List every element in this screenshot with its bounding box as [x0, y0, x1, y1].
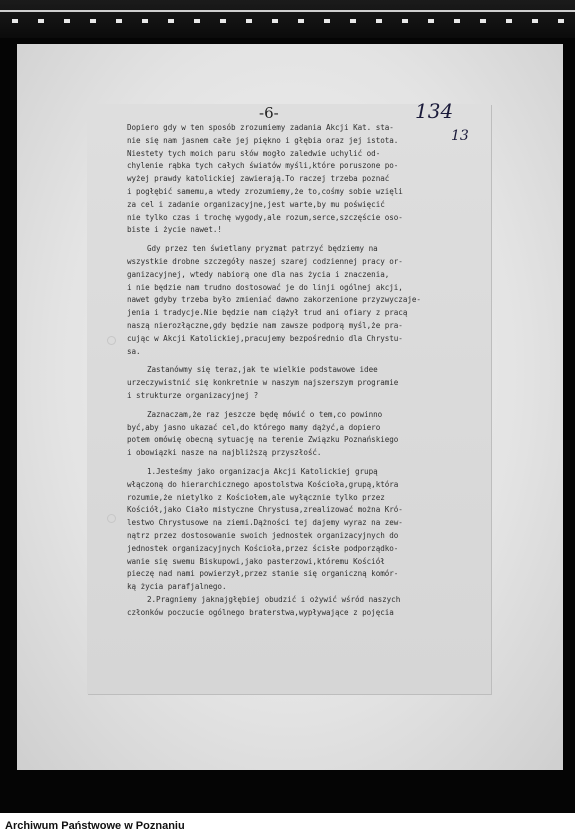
- document-body: [127, 122, 467, 619]
- sprocket-hole: [38, 19, 44, 23]
- text-line: 2.Pragniemy jaknajgłębiej obudzić i ożywić wśród naszych: [147, 594, 401, 604]
- text-line: chylenie rąbka tych całych światów myśli,które poruszone po-: [127, 161, 399, 171]
- archive-number: 134: [415, 99, 454, 123]
- text-line: nątrz przez dostosowanie swoich jednostek organizacyjnych do: [127, 530, 399, 540]
- text-line: ganizacyjnej, wtedy nabiorą one dla nas życia i znaczenia,: [127, 269, 390, 279]
- text-line: i nie będzie nam trudno dostosować je do linji ogólnej akcji,: [127, 282, 403, 292]
- text-line: urzeczywistnić się konkretnie w naszym najszerszym programie: [127, 378, 399, 388]
- text-line: wszystkie drobne szczegóły naszej szarej codziennej pracy or-: [127, 256, 403, 266]
- text-line: wanie się swemu Biskupowi,jako pasterzowi,któremu Kościół: [127, 556, 385, 566]
- text-line: cując w Akcji Katolickiej,pracujemy bezpośrednio dla Chrystu-: [127, 333, 403, 343]
- page-number: -6-: [259, 104, 279, 122]
- text-line: ką życia parafjalnego.: [127, 582, 227, 592]
- text-line: jenia i tradycje.Nie będzie nam ciążył trud ani ofiary z pracą: [127, 308, 408, 318]
- text-line: Kościół,jako Ciało mistyczne Chrystusa,zrealizować można Kró-: [127, 505, 403, 515]
- punch-hole: [107, 514, 116, 523]
- text-line: włączoną do hierarchicznego apostolstwa Kościoła,grupą,która: [127, 479, 399, 489]
- text-line: Zastanówmy się teraz,jak te wielkie podstawowe idee: [147, 365, 378, 375]
- sprocket-hole: [220, 19, 226, 23]
- text-line: Zaznaczam,że raz jeszcze będę mówić o tem,co powinno: [147, 409, 383, 419]
- text-line: członków poczucie ogólnego braterstwa,wypływające z pojęcia: [127, 607, 394, 617]
- text-line: Niestety tych moich paru słów mogło zaledwie uchylić od-: [127, 148, 381, 158]
- text-line: sa.: [127, 346, 141, 356]
- sprocket-hole: [246, 19, 252, 23]
- sprocket-hole: [402, 19, 408, 23]
- sprocket-hole: [298, 19, 304, 23]
- text-line: i obowiązki nasze na najbliższą przyszłość.: [127, 448, 322, 458]
- sprocket-hole: [480, 19, 486, 23]
- punch-hole: [107, 336, 116, 345]
- text-line: i pogłębić samemu,a wtedy zrozumiemy,że to,cośmy sobie wzięli: [127, 186, 403, 196]
- sprocket-hole: [350, 19, 356, 23]
- film-strip-edge: [0, 10, 575, 12]
- film-strip-top: [0, 0, 575, 38]
- text-line: nie tylko czas i trochę wygody,ale rozum,serce,szczęście oso-: [127, 212, 403, 222]
- text-line: jednostek organizacyjnych Kościoła,przez ścisłe podporządko-: [127, 543, 399, 553]
- text-line: za cel i zadanie organizacyjne,jest warte,by mu poświęcić: [127, 199, 385, 209]
- sprocket-hole: [168, 19, 174, 23]
- document-page: [87, 99, 491, 694]
- archive-mark: 13: [451, 128, 469, 144]
- sprocket-hole: [116, 19, 122, 23]
- sprocket-hole: [324, 19, 330, 23]
- text-line: Gdy przez ten świetlany pryzmat patrzyć będziemy na: [147, 244, 378, 254]
- text-line: 1.Jesteśmy jako organizacja Akcji Katolickiej grupą: [147, 466, 378, 476]
- sprocket-hole: [90, 19, 96, 23]
- text-line: pieczę nad nami powierzył,przez stanie się organiczną komór-: [127, 569, 399, 579]
- archive-label: Archiwum Państwowe w Poznaniu: [5, 820, 185, 832]
- sprocket-hole: [64, 19, 70, 23]
- sprocket-hole: [532, 19, 538, 23]
- text-line: rozumie,że nietylko z Kościołem,ale wyłącznie tylko przez: [127, 492, 385, 502]
- archive-footer: [0, 813, 575, 840]
- text-line: lestwo Chrystusowe na ziemi.Dążności tej dajemy wyraz na zew-: [127, 518, 403, 528]
- sprocket-hole: [558, 19, 564, 23]
- text-line: potem omówię obecną sytuację na terenie Związku Poznańskiego: [127, 435, 399, 445]
- text-line: nie się nam jasnem całe jej piękno i głębia oraz jej istota.: [127, 135, 399, 145]
- sprocket-hole: [376, 19, 382, 23]
- sprocket-hole: [194, 19, 200, 23]
- text-line: biste i życie nawet.!: [127, 225, 222, 235]
- sprocket-hole: [12, 19, 18, 23]
- text-line: i strukturze organizacyjnej ?: [127, 390, 259, 400]
- sprocket-hole: [428, 19, 434, 23]
- text-line: nawet gdyby trzeba było zmieniać dawno zakorzenione przyzwyczaje-: [127, 295, 421, 305]
- sprocket-hole: [506, 19, 512, 23]
- text-line: być,aby jasno ukazać cel,do którego mamy dążyć,a dopiero: [127, 422, 381, 432]
- sprocket-hole: [454, 19, 460, 23]
- sprocket-hole: [142, 19, 148, 23]
- sprocket-hole: [272, 19, 278, 23]
- text-line: wyżej prawdy katolickiej zawierają.To raczej trzeba poznać: [127, 174, 390, 184]
- text-line: naszą nierozłączne,gdy będzie nam zawsze podporą myśl,że pra-: [127, 320, 403, 330]
- text-line: Dopiero gdy w ten sposób zrozumiemy zadania Akcji Kat. sta-: [127, 123, 394, 132]
